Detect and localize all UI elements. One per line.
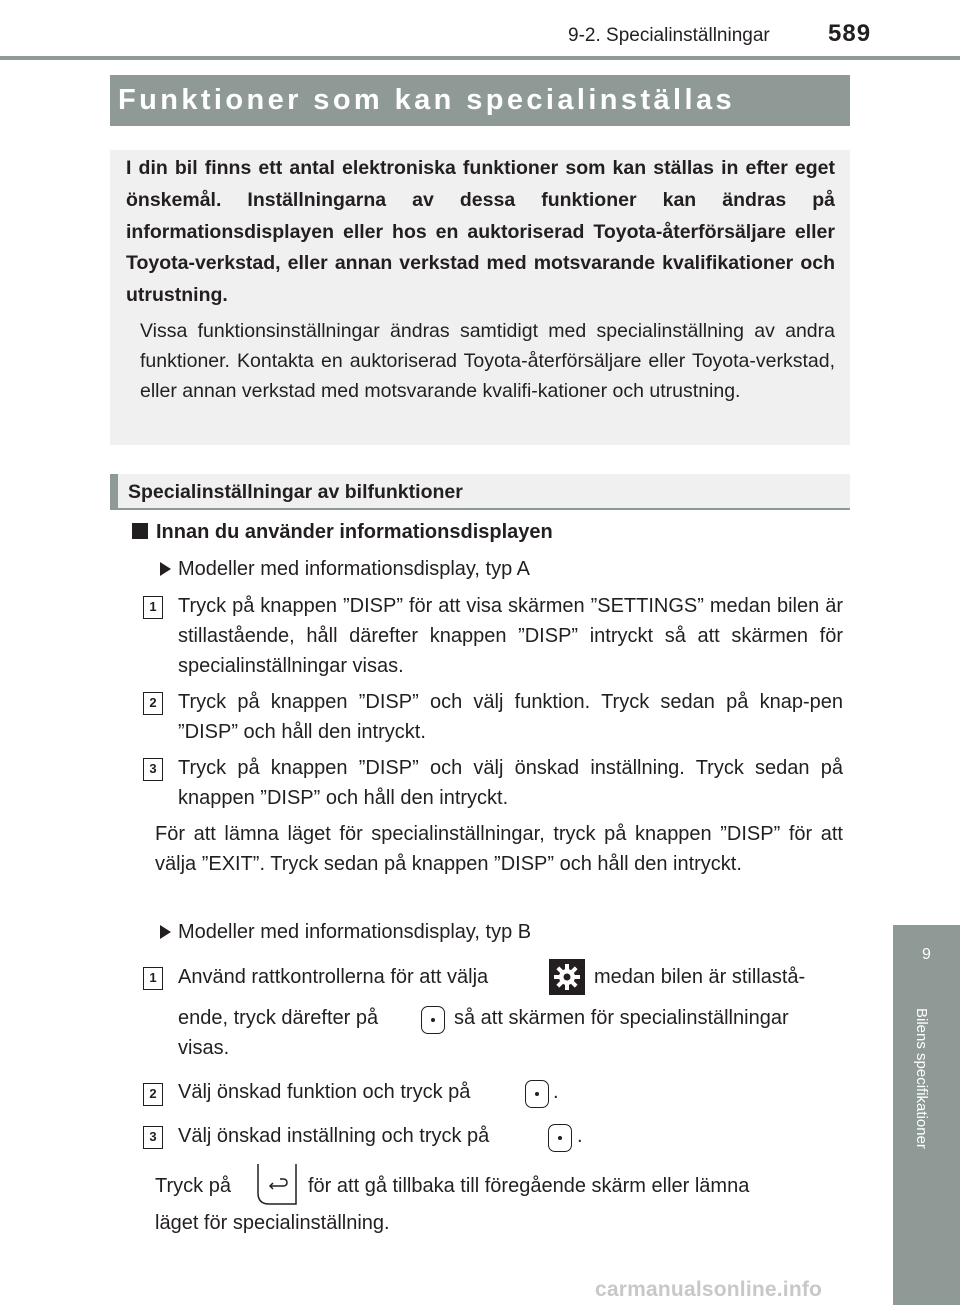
chapter-label: Bilens specifikationer (913, 1008, 930, 1149)
type-a-exit-note: För att lämna läget för specialinställningar, tryck på knappen ”DISP” för att välja ”EXIT”. Tryck sedan på knappen ”DISP” och håll den intryckt. (155, 823, 843, 875)
subsection-title: Specialinställningar av bilfunktioner (128, 481, 463, 503)
back-note-part-3: läget för specialinställning. (155, 1212, 390, 1234)
subsection-underline (110, 508, 850, 510)
page-number: 589 (828, 20, 872, 47)
intro-bold-text: I din bil finns ett antal elektroniska funktioner som kan ställas in efter eget önskemål. Inställningarna av dessa funktioner kan ändras på informationsdisplayen eller hos en auktoriserad Toyota-återförsäljare eller Toyota-verkstad, eller annan verkstad med motsvarande kvalifikationer och utrustning. (126, 157, 835, 307)
page-title: Funktioner som kan specialinställas (118, 84, 735, 116)
type-b-step-3-end: . (577, 1125, 583, 1147)
ok-button-icon (421, 1006, 445, 1034)
type-b-label: Modeller med informationsdisplay, typ B (178, 921, 532, 943)
type-b-step-2: Välj önskad funktion och tryck på (178, 1081, 471, 1103)
type-b-step-1-part-1: Använd rattkontrollerna för att välja (178, 966, 489, 988)
step-number-badge: 2 (143, 1083, 163, 1106)
type-b-step-1-part-2: medan bilen är stillastå- (594, 966, 806, 988)
step-number-badge: 1 (143, 596, 163, 619)
step-number-badge: 3 (143, 1126, 163, 1149)
triangle-bullet-icon (160, 562, 171, 576)
type-b-step-2-end: . (553, 1081, 559, 1103)
step-number-badge: 3 (143, 758, 163, 781)
ok-button-icon (525, 1080, 549, 1108)
type-a-label: Modeller med informationsdisplay, typ A (178, 558, 531, 580)
type-b-step-1-part-3: ende, tryck därefter på (178, 1007, 379, 1029)
type-b-step-3: Välj önskad inställning och tryck på (178, 1125, 490, 1147)
triangle-bullet-icon (160, 925, 171, 939)
type-b-step-1-part-4: så att skärmen för specialinställningar (454, 1007, 789, 1029)
square-bullet-icon (132, 523, 148, 539)
gear-icon (549, 959, 585, 995)
type-b-step-1-part-5: visas. (178, 1037, 230, 1059)
type-a-step-3: Tryck på knappen ”DISP” och välj önskad inställning. Tryck sedan på knappen ”DISP” och håll den intryckt. (178, 757, 843, 809)
subsection-accent (110, 474, 118, 510)
intro-note-text: Vissa funktionsinställningar ändras samtidigt med specialinställning av andra funktioner. Kontakta en auktoriserad Toyota-återförsäljare eller Toyota-verkstad, eller annan verkstad med motsvarande kvalifi-kationer och utrustning. (140, 320, 835, 402)
step-number-badge: 2 (143, 692, 163, 715)
header-divider (0, 56, 960, 60)
back-button-icon (256, 1163, 298, 1205)
watermark: carmanualsonline.info (595, 1278, 823, 1301)
type-a-step-1: Tryck på knappen ”DISP” för att visa skärmen ”SETTINGS” medan bilen är stillastående, håll därefter knappen ”DISP” intryckt så att skärmen för specialinställningar visas. (178, 595, 843, 677)
back-note-part-1: Tryck på (155, 1175, 231, 1197)
back-note-part-2: för att gå tillbaka till föregående skärm eller lämna (308, 1175, 750, 1197)
chapter-number: 9 (922, 946, 931, 963)
header-section-title: 9-2. Specialinställningar (568, 25, 770, 46)
section-heading: Innan du använder informationsdisplayen (156, 521, 553, 543)
ok-button-icon (548, 1124, 572, 1152)
step-number-badge: 1 (143, 967, 163, 990)
type-a-step-2: Tryck på knappen ”DISP” och välj funktion. Tryck sedan på knap-pen ”DISP” och håll den intryckt. (178, 691, 843, 743)
